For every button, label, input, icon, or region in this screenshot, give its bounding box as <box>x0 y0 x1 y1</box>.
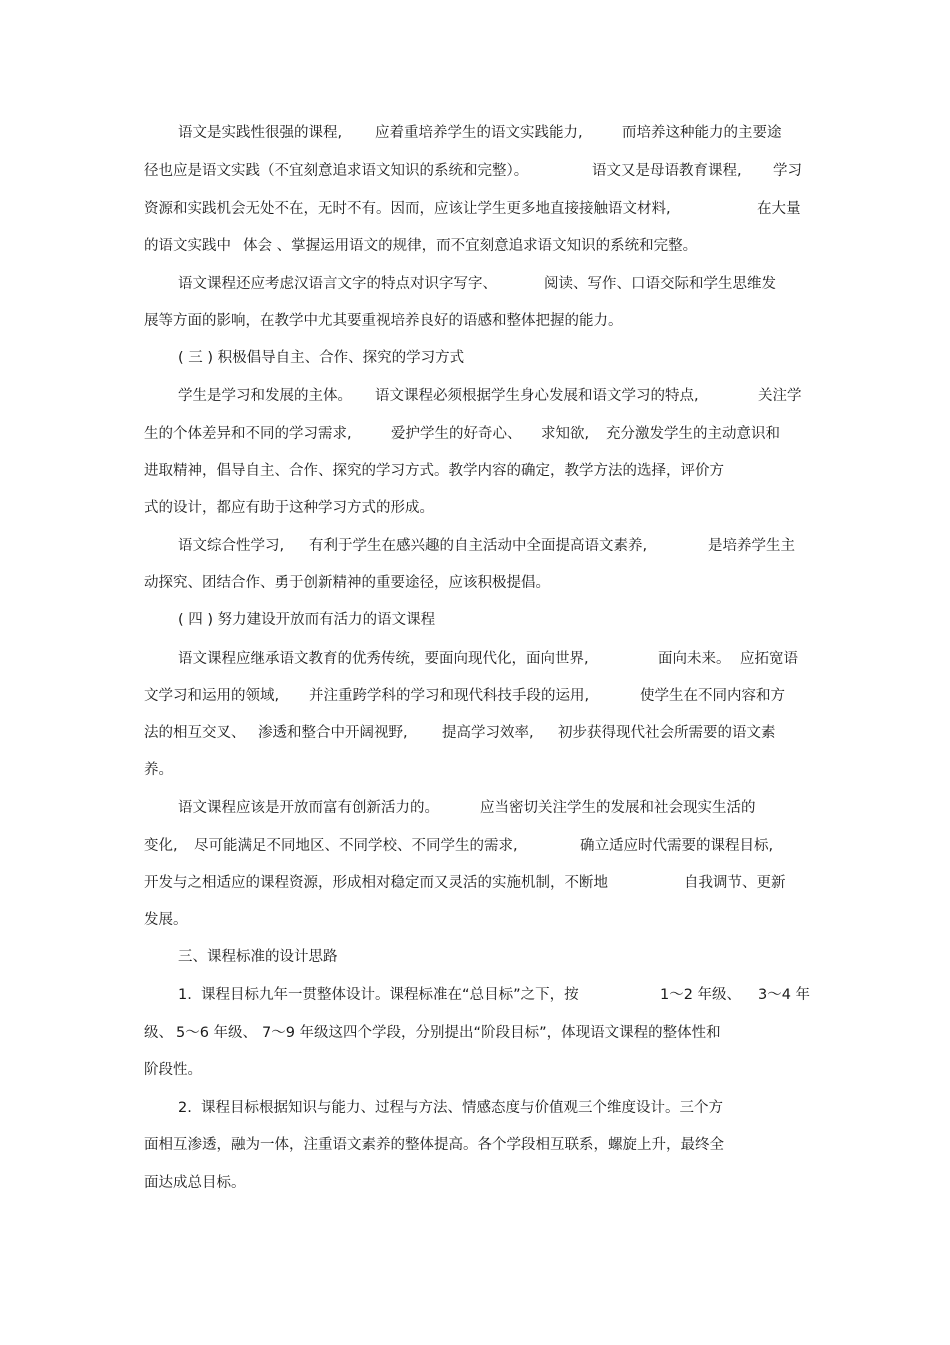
text-line <box>0 1096 950 1120</box>
text-line <box>0 496 950 520</box>
text-line <box>0 1058 950 1082</box>
text-segment: 求知欲, <box>541 426 590 442</box>
text-line <box>0 272 950 296</box>
text-line <box>0 1171 950 1195</box>
text-segment: 面达成总目标。 <box>144 1175 246 1191</box>
text-segment: 语文是实践性很强的课程, <box>178 125 343 141</box>
text-line <box>0 647 950 671</box>
text-segment: 1. 课程目标九年一贯整体设计。课程标准在“总目标”之下，按 <box>178 987 579 1003</box>
text-segment: 法的相互交叉、 <box>144 725 246 741</box>
text-line <box>0 983 950 1007</box>
text-line <box>0 684 950 708</box>
text-line <box>0 871 950 895</box>
text-line <box>0 758 950 782</box>
text-line <box>0 796 950 820</box>
text-segment: 语文课程应继承语文教育的优秀传统，要面向现代化，面向世界, <box>178 651 589 667</box>
text-segment: 语文综合性学习, <box>178 538 285 554</box>
text-segment: 语文课程必须根据学生身心发展和语文学习的特点, <box>375 388 699 404</box>
text-segment: 提高学习效率, <box>442 725 534 741</box>
text-segment: 发展。 <box>144 912 188 928</box>
text-line <box>0 234 950 258</box>
text-segment: 径也应是语文实践（不宜刻意追求语文知识的系统和完整）。 <box>144 163 529 179</box>
text-line <box>0 309 950 333</box>
text-line <box>0 1021 950 1045</box>
text-segment: 级、 <box>144 1025 173 1041</box>
section-heading <box>0 346 950 370</box>
text-segment: 语文课程应该是开放而富有创新活力的。 <box>178 800 439 816</box>
text-line <box>0 908 950 932</box>
text-segment: 展等方面的影响，在教学中尤其要重视培养良好的语感和整体把握的能力。 <box>144 313 623 329</box>
text-line <box>0 834 950 858</box>
text-segment: 爱护学生的好奇心、 <box>391 426 522 442</box>
text-segment: 学生是学习和发展的主体。 <box>178 388 352 404</box>
text-segment: 充分激发学生的主动意识和 <box>606 426 780 442</box>
text-segment: 1～2 年级、 <box>660 987 742 1003</box>
text-segment: 面向未来。 <box>658 651 731 667</box>
text-segment: 养。 <box>144 762 173 778</box>
text-segment: 进取精神，倡导自主、合作、探究的学习方式。教学内容的确定，教学方法的选择，评价方 <box>144 463 724 479</box>
section-heading <box>0 945 950 969</box>
text-segment: 阶段性。 <box>144 1062 202 1078</box>
text-line <box>0 571 950 595</box>
text-line <box>0 384 950 408</box>
text-segment: 有利于学生在感兴趣的自主活动中全面提高语文素养, <box>309 538 648 554</box>
text-segment: 资源和实践机会无处不在，无时不有。因而，应该让学生更多地直接接触语文材料, <box>144 201 671 217</box>
text-segment: 关注学 <box>758 388 802 404</box>
section-heading <box>0 608 950 632</box>
text-segment: 初步获得现代社会所需要的语文素 <box>558 725 776 741</box>
text-segment: 渗透和整合中开阔视野, <box>258 725 408 741</box>
text-segment: 的语文实践中 <box>144 238 231 254</box>
text-segment: 并注重跨学科的学习和现代科技手段的运用, <box>309 688 590 704</box>
text-segment: 阅读、写作、口语交际和学生思维发 <box>544 276 776 292</box>
text-segment: 应着重培养学生的语文实践能力, <box>375 125 583 141</box>
text-line <box>0 159 950 183</box>
text-segment: 尽可能满足不同地区、不同学校、不同学生的需求, <box>194 838 518 854</box>
text-segment: 自我调节、更新 <box>684 875 786 891</box>
text-segment: 开发与之相适应的课程资源，形成相对稳定而又灵活的实施机制，不断地 <box>144 875 608 891</box>
text-segment: 5～6 年级、 <box>176 1025 258 1041</box>
text-segment: 3～4 年 <box>758 987 811 1003</box>
text-segment: 文学习和运用的领域, <box>144 688 280 704</box>
text-segment: 三、课程标准的设计思路 <box>178 949 338 965</box>
text-segment: 体会 、掌握运用语文的规律，而不宜刻意追求语文知识的系统和完整。 <box>243 238 698 254</box>
text-segment: 变化, <box>144 838 178 854</box>
text-segment: 使学生在不同内容和方 <box>640 688 785 704</box>
text-segment: 生的个体差异和不同的学习需求, <box>144 426 352 442</box>
text-line <box>0 197 950 221</box>
text-line <box>0 422 950 446</box>
text-segment: ( 三 ) 积极倡导自主、合作、探究的学习方式 <box>178 350 465 366</box>
text-line <box>0 534 950 558</box>
text-line <box>0 1133 950 1157</box>
text-segment: 语文又是母语教育课程, <box>592 163 742 179</box>
text-line <box>0 721 950 745</box>
text-line <box>0 121 950 145</box>
text-segment: 是培养学生主 <box>708 538 795 554</box>
text-segment: 面相互渗透，融为一体，注重语文素养的整体提高。各个学段相互联系，螺旋上升，最终全 <box>144 1137 724 1153</box>
text-line <box>0 459 950 483</box>
text-segment: 7～9 年级这四个学段，分别提出“阶段目标”，体现语文课程的整体性和 <box>262 1025 721 1041</box>
text-segment: 学习 <box>773 163 802 179</box>
text-segment: 2. 课程目标根据知识与能力、过程与方法、情感态度与价值观三个维度设计。三个方 <box>178 1100 724 1116</box>
text-segment: 语文课程还应考虑汉语言文字的特点对识字写字、 <box>178 276 497 292</box>
text-segment: 式的设计，都应有助于这种学习方式的形成。 <box>144 500 434 516</box>
text-segment: 确立适应时代需要的课程目标, <box>580 838 774 854</box>
text-segment: ( 四 ) 努力建设开放而有活力的语文课程 <box>178 612 436 628</box>
text-segment: 在大量 <box>757 201 801 217</box>
text-segment: 而培养这种能力的主要途 <box>622 125 782 141</box>
text-segment: 应当密切关注学生的发展和社会现实生活的 <box>480 800 756 816</box>
text-segment: 应拓宽语 <box>740 651 798 667</box>
text-segment: 动探究、团结合作、勇于创新精神的重要途径，应该积极提倡。 <box>144 575 550 591</box>
